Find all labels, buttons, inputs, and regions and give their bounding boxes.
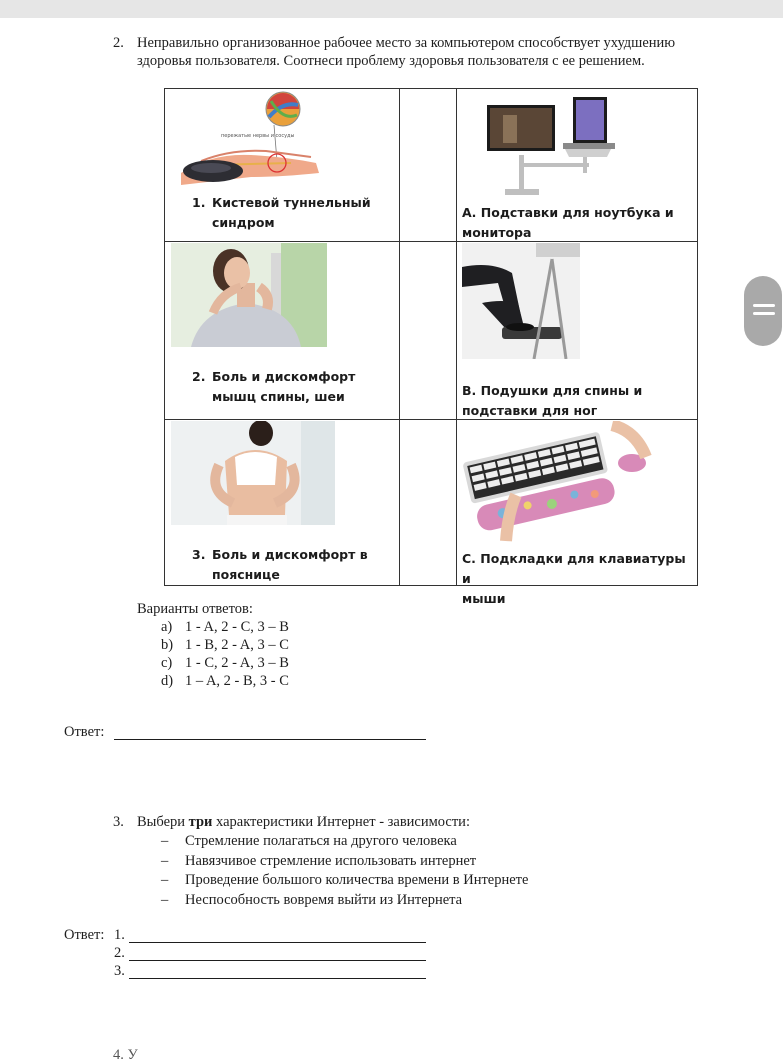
solution-c-line1: С. Подкладки для клавиатуры и [462,551,686,586]
problem-2-caption [192,367,355,407]
answer-options [137,600,289,690]
question-2-text-line2: здоровья пользователя. Соотнеси проблему здоровья пользователя с ее решением. [137,53,645,69]
table-divider [399,89,400,585]
option-letter: d) [161,673,174,689]
option-text: 1 - C, 2 - A, 3 – B [185,655,289,671]
problem-3-caption [192,545,368,585]
answer-line-q3-1[interactable] [129,942,426,943]
option-letter: b) [161,637,174,653]
table-divider [456,89,457,585]
question-2-number: 2. [113,35,124,51]
question-3-suffix: характеристики Интернет - зависимости: [216,814,470,830]
option-letter: a) [161,619,173,635]
list-item: – Стремление полагаться на другого человека [161,833,457,849]
q3-characteristics-list [161,832,528,910]
problem-1-line2: синдром [212,215,275,230]
question-2 [113,34,745,70]
problem-3-number: 3. [192,547,206,562]
problem-1-number: 1. [192,195,206,210]
answer-label-q2: Ответ: [64,724,105,740]
grip-line-icon [753,312,775,315]
solution-b-line1: В. Подушки для спины и [462,383,643,398]
answer-number-2: 2. [114,945,125,961]
list-item: – Проведение большого количества времени в Интернете [161,872,529,888]
monitor-laptop-stand-image [483,97,633,203]
list-item: – Неспособность вовремя выйти из Интернета [161,891,463,908]
viewer-top-bar [0,0,783,18]
option-text: 1 – A, 2 - B, 3 - C [185,673,289,689]
solution-b-caption [462,381,642,421]
problem-3-line2: пояснице [212,567,280,582]
answer-line-q3-2[interactable] [129,960,426,961]
solution-a-caption [462,203,674,243]
problem-2-line1: Боль и дискомфорт [212,369,356,384]
question-3-prefix: Выбери [137,814,186,830]
option-text: 1 - B, 2 - A, 3 – C [185,637,289,653]
scroll-handle[interactable] [744,276,782,346]
answer-line-q3-3[interactable] [129,978,426,979]
question-2-text-line1: Неправильно организованное рабочее место за компьютером способствует ухудшению [137,35,676,51]
lower-back-pain-image [171,421,335,525]
solution-a-line2: монитора [462,225,532,240]
question-4-cutoff: 4. У [113,1047,138,1063]
option-text: 1 - A, 2 - C, 3 – B [185,619,289,635]
answer-line-q2[interactable] [114,739,426,740]
question-3-bold: три [188,814,213,830]
keyboard-wrist-rest-image [462,421,658,547]
answer-number-1: 1. [114,927,125,943]
nerve-label: пережатые нервы и сосуды [221,133,295,139]
option-b[interactable] [137,636,289,654]
solution-c-caption [462,549,697,609]
option-d[interactable] [137,672,289,690]
question-3 [113,813,745,831]
solution-c-line2: мыши [462,591,506,606]
option-letter: c) [161,655,173,671]
question-3-number: 3. [113,814,124,830]
problem-1-caption [192,193,371,233]
solution-b-line2: подставки для ног [462,403,598,418]
answer-number-3: 3. [114,963,125,979]
problem-2-number: 2. [192,369,206,384]
matching-table [164,88,698,606]
options-title: Варианты ответов: [137,601,253,617]
neck-pain-image [171,243,327,347]
grip-line-icon [753,304,775,307]
problem-3-line1: Боль и дискомфорт в [212,547,368,562]
problem-2-line2: мышц спины, шеи [212,389,345,404]
footrest-image [462,243,580,359]
list-item: – Навязчивое стремление использовать интернет [161,852,477,869]
solution-a-line1: А. Подставки для ноутбука и [462,205,674,220]
problem-1-line1: Кистевой туннельный [212,195,371,210]
option-c[interactable] [137,654,289,672]
answer-label-q3: Ответ: [64,927,105,943]
option-a[interactable] [137,618,289,636]
carpal-tunnel-image [171,91,331,191]
